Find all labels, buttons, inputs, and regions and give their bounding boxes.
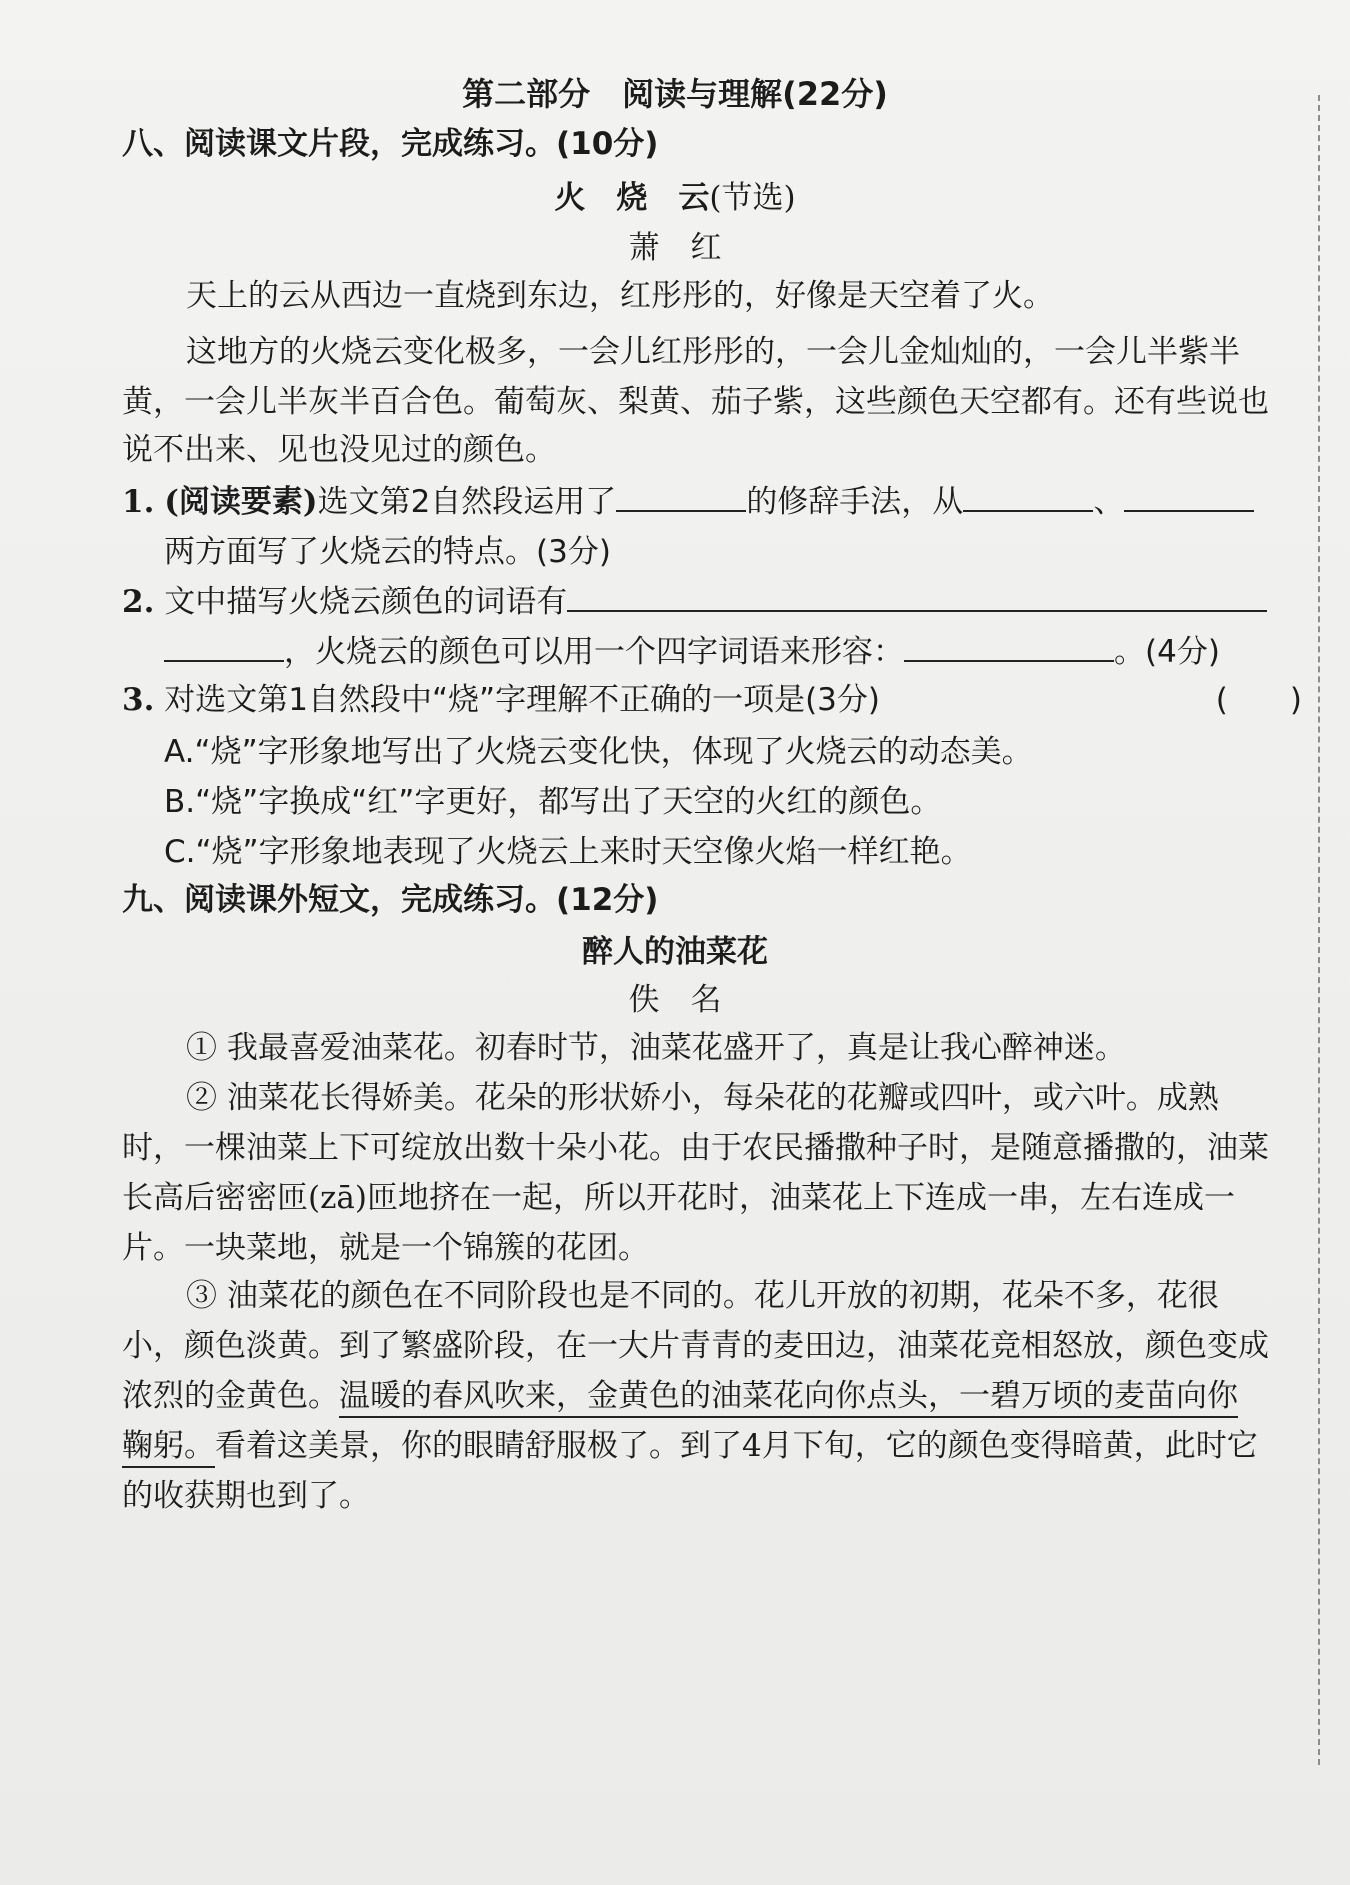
q1-blank-2[interactable] xyxy=(963,478,1093,512)
section9-para2-line3: 长高后密密匝(zā)匝地挤在一起，所以开花时，油菜花上下连成一串，左右连成一 xyxy=(122,1180,1235,1216)
q2-blank-1[interactable] xyxy=(567,578,1267,612)
q3-option-c[interactable]: C.“烧”字形象地表现了火烧云上来时天空像火焰一样红艳。 xyxy=(164,834,972,870)
section8-heading: 八、阅读课文片段，完成练习。(10分) xyxy=(122,126,659,162)
q1-text-a: 选文第2自然段运用了 xyxy=(317,484,617,520)
section8-title: 火 烧 云 xyxy=(554,180,710,216)
q2-number: 2. xyxy=(122,584,155,620)
q2-text-a: 文中描写火烧云颜色的词语有 xyxy=(164,584,568,620)
q2-blank-3[interactable] xyxy=(904,628,1114,662)
q1-blank-3[interactable] xyxy=(1124,478,1254,512)
question-2 xyxy=(122,578,1350,624)
underlined-sentence-part1: 温暖的春风吹来，金黄色的油菜花向你点头，一碧万顷的麦苗向你 xyxy=(339,1378,1238,1418)
section9-para3-line5: 的收获期也到了。 xyxy=(122,1478,370,1514)
section9-title: 醉人的油菜花 xyxy=(582,934,768,970)
underlined-sentence-part2: 鞠躬。 xyxy=(122,1428,215,1468)
section9-para3-line4 xyxy=(122,1424,1350,1468)
section9-para1: ① 我最喜爱油菜花。初春时节，油菜花盛开了，真是让我心醉神迷。 xyxy=(186,1030,1126,1066)
section9-author: 佚 名 xyxy=(628,982,722,1018)
section9-para2-line1: ② 油菜花长得娇美。花朵的形状娇小，每朵花的花瓣或四叶，或六叶。成熟 xyxy=(186,1080,1219,1116)
q1-tag: (阅读要素) xyxy=(164,484,318,520)
q3-number: 3. xyxy=(122,682,155,718)
question-3 xyxy=(122,678,1350,722)
p3-line4-text: 看着这美景，你的眼睛舒服极了。到了4月下旬，它的颜色变得暗黄，此时它 xyxy=(215,1428,1258,1464)
section8-para2-line2: 黄，一会儿半灰半百合色。葡萄灰、梨黄、茄子紫，这些颜色天空都有。还有些说也 xyxy=(122,384,1269,420)
section8-para2-line3: 说不出来、见也没见过的颜色。 xyxy=(122,432,556,468)
q2-text-c: 。(4分) xyxy=(1114,634,1220,670)
q1-number: 1. xyxy=(122,484,155,520)
question-1 xyxy=(122,478,1350,524)
p3-line3-text: 浓烈的金黄色。 xyxy=(122,1378,339,1414)
section9-para2-line2: 时，一棵油菜上下可绽放出数十朵小花。由于农民播撒种子时，是随意播撒的，油菜 xyxy=(122,1130,1269,1166)
question-2-line2 xyxy=(164,628,1350,674)
section8-author: 萧 红 xyxy=(628,230,722,266)
section9-para2-line4: 片。一块菜地，就是一个锦簇的花团。 xyxy=(122,1230,649,1266)
part-title: 第二部分 阅读与理解(22分) xyxy=(462,75,888,113)
q3-text: 对选文第1自然段中“烧”字理解不正确的一项是(3分) xyxy=(164,682,880,718)
q3-answer-paren[interactable]: ( ) xyxy=(1215,682,1302,718)
section8-title-row xyxy=(0,176,1350,220)
q2-blank-2[interactable] xyxy=(164,628,284,662)
q3-option-a[interactable]: A.“烧”字形象地写出了火烧云变化快，体现了火烧云的动态美。 xyxy=(164,734,1033,770)
q1-line2: 两方面写了火烧云的特点。(3分) xyxy=(164,534,611,570)
q1-text-b: 的修辞手法，从 xyxy=(746,484,964,520)
q2-text-b: ，火烧云的颜色可以用一个四字词语来形容： xyxy=(284,634,904,670)
section8-para1: 天上的云从西边一直烧到东边，红彤彤的，好像是天空着了火。 xyxy=(186,278,1054,314)
q1-text-c: 、 xyxy=(1093,484,1125,520)
section8-para2-line1: 这地方的火烧云变化极多，一会儿红彤彤的，一会儿金灿灿的，一会儿半紫半 xyxy=(186,334,1240,370)
q1-blank-1[interactable] xyxy=(616,478,746,512)
section9-heading: 九、阅读课外短文，完成练习。(12分) xyxy=(122,882,659,918)
section9-para3-line3 xyxy=(122,1374,1350,1418)
section9-para3-line2: 小，颜色淡黄。到了繁盛阶段，在一大片青青的麦田边，油菜花竞相怒放，颜色变成 xyxy=(122,1328,1269,1364)
section9-para3-line1: ③ 油菜花的颜色在不同阶段也是不同的。花儿开放的初期，花朵不多，花很 xyxy=(186,1278,1219,1314)
section8-title-note: (节选) xyxy=(709,180,796,216)
q3-option-b[interactable]: B.“烧”字换成“红”字更好，都写出了天空的火红的颜色。 xyxy=(164,784,942,820)
